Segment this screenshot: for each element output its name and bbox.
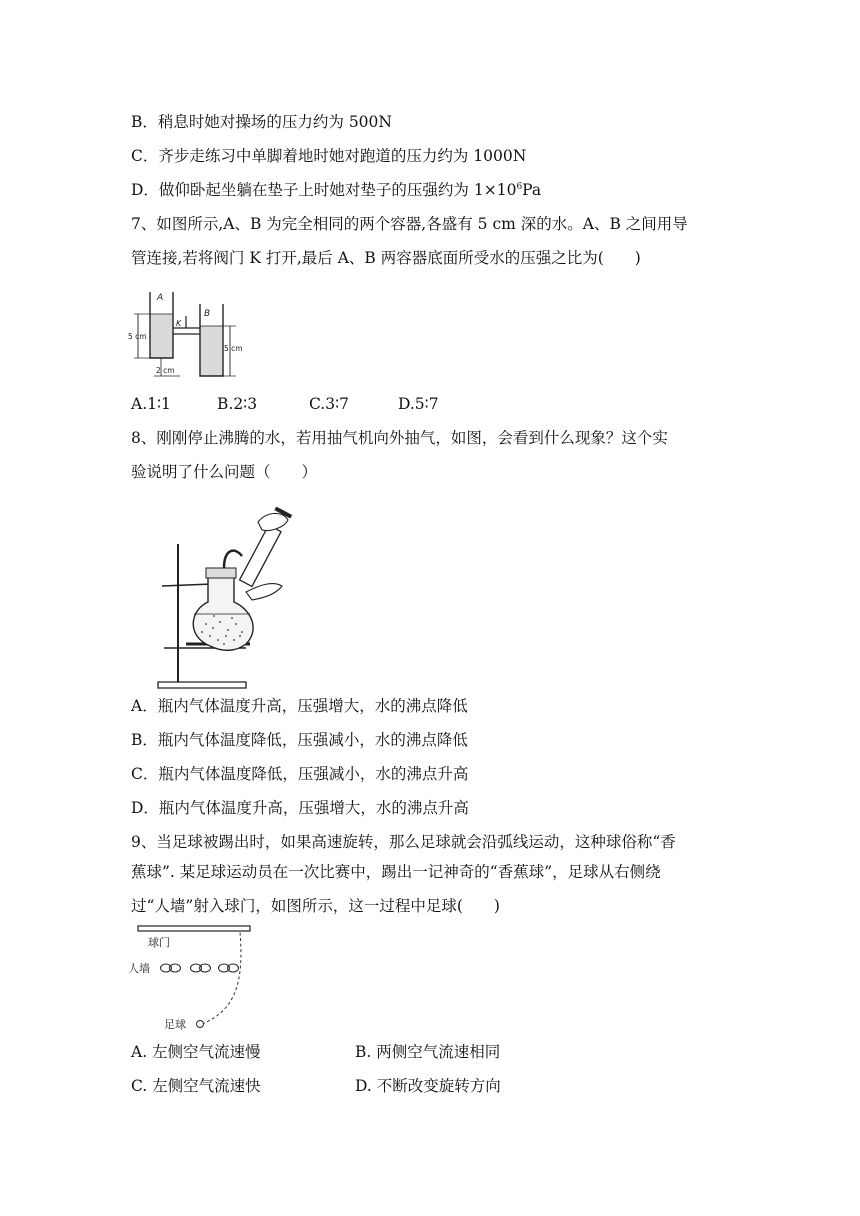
q7-label-2cm: 2 cm	[156, 366, 175, 375]
q6-option-c: C．齐步走练习中单脚着地时她对跑道的压力约为 1000N	[131, 147, 527, 165]
q7-option-a: A.1∶1	[131, 395, 171, 413]
q9-option-c: C. 左侧空气流速快	[131, 1077, 261, 1095]
q7-option-c: C.3∶7	[309, 395, 349, 413]
q9-label-ball: 足球	[164, 1018, 186, 1031]
q7-label-5cm-right: 5 cm	[224, 344, 243, 353]
q7-container-figure	[128, 286, 248, 380]
q9-stem-line3: 过“人墙”射入球门，如图所示，这一过程中足球( )	[131, 897, 500, 915]
q7-option-d: D.5∶7	[398, 395, 439, 413]
q7-label-5cm-left: 5 cm	[128, 332, 147, 341]
q6-option-d-text: D．做仰卧起坐躺在垫子上时她对垫子的压强约为 1×10	[131, 181, 517, 199]
q9-option-a: A. 左侧空气流速慢	[131, 1043, 261, 1061]
q7-label-a: A	[157, 293, 164, 303]
q8-option-b: B．瓶内气体温度降低，压强减小，水的沸点降低	[131, 731, 468, 749]
q9-stem-line1: 9、当足球被踢出时，如果高速旋转，那么足球就会沿弧线运动，这种球俗称“香	[131, 833, 676, 851]
q8-option-d: D．瓶内气体温度升高，压强增大，水的沸点升高	[131, 799, 469, 817]
q7-stem-line2: 管连接,若将阀门 K 打开,最后 A、B 两容器底面所受水的压强之比为( )	[131, 249, 641, 267]
q6-option-d-unit: Pa	[522, 181, 542, 199]
q6-option-d	[131, 180, 541, 200]
q9-stem-line2: 蕉球”. 某足球运动员在一次比赛中，踢出一记神奇的“香蕉球”，足球从右侧绕	[131, 863, 661, 881]
q6-option-b: B．稍息时她对操场的压力约为 500N	[131, 113, 392, 131]
q9-option-d: D. 不断改变旋转方向	[355, 1077, 501, 1095]
q9-option-b: B. 两侧空气流速相同	[355, 1043, 501, 1061]
q6-option-d-exponent: 6	[516, 181, 523, 192]
q9-label-wall: 人墙	[128, 962, 150, 975]
q9-label-goal: 球门	[148, 936, 170, 949]
football-icon	[197, 1021, 204, 1028]
q8-option-c: C．瓶内气体温度降低，压强减小，水的沸点升高	[131, 765, 469, 783]
q7-label-k: K	[176, 319, 182, 328]
q9-banana-kick-figure	[128, 922, 258, 1034]
q7-stem-line1: 7、如图所示,A、B 为完全相同的两个容器,各盛有 5 cm 深的水。A、B 之间用导	[131, 215, 688, 233]
q8-apparatus-figure	[150, 506, 300, 690]
q7-option-b: B.2∶3	[217, 395, 258, 413]
q7-label-b: B	[204, 309, 211, 319]
q8-option-a: A．瓶内气体温度升高，压强增大，水的沸点降低	[131, 697, 468, 715]
q8-stem-line2: 验说明了什么问题（ ）	[131, 463, 318, 481]
q8-stem-line1: 8、刚刚停止沸腾的水，若用抽气机向外抽气，如图，会看到什么现象？这个实	[131, 429, 668, 447]
